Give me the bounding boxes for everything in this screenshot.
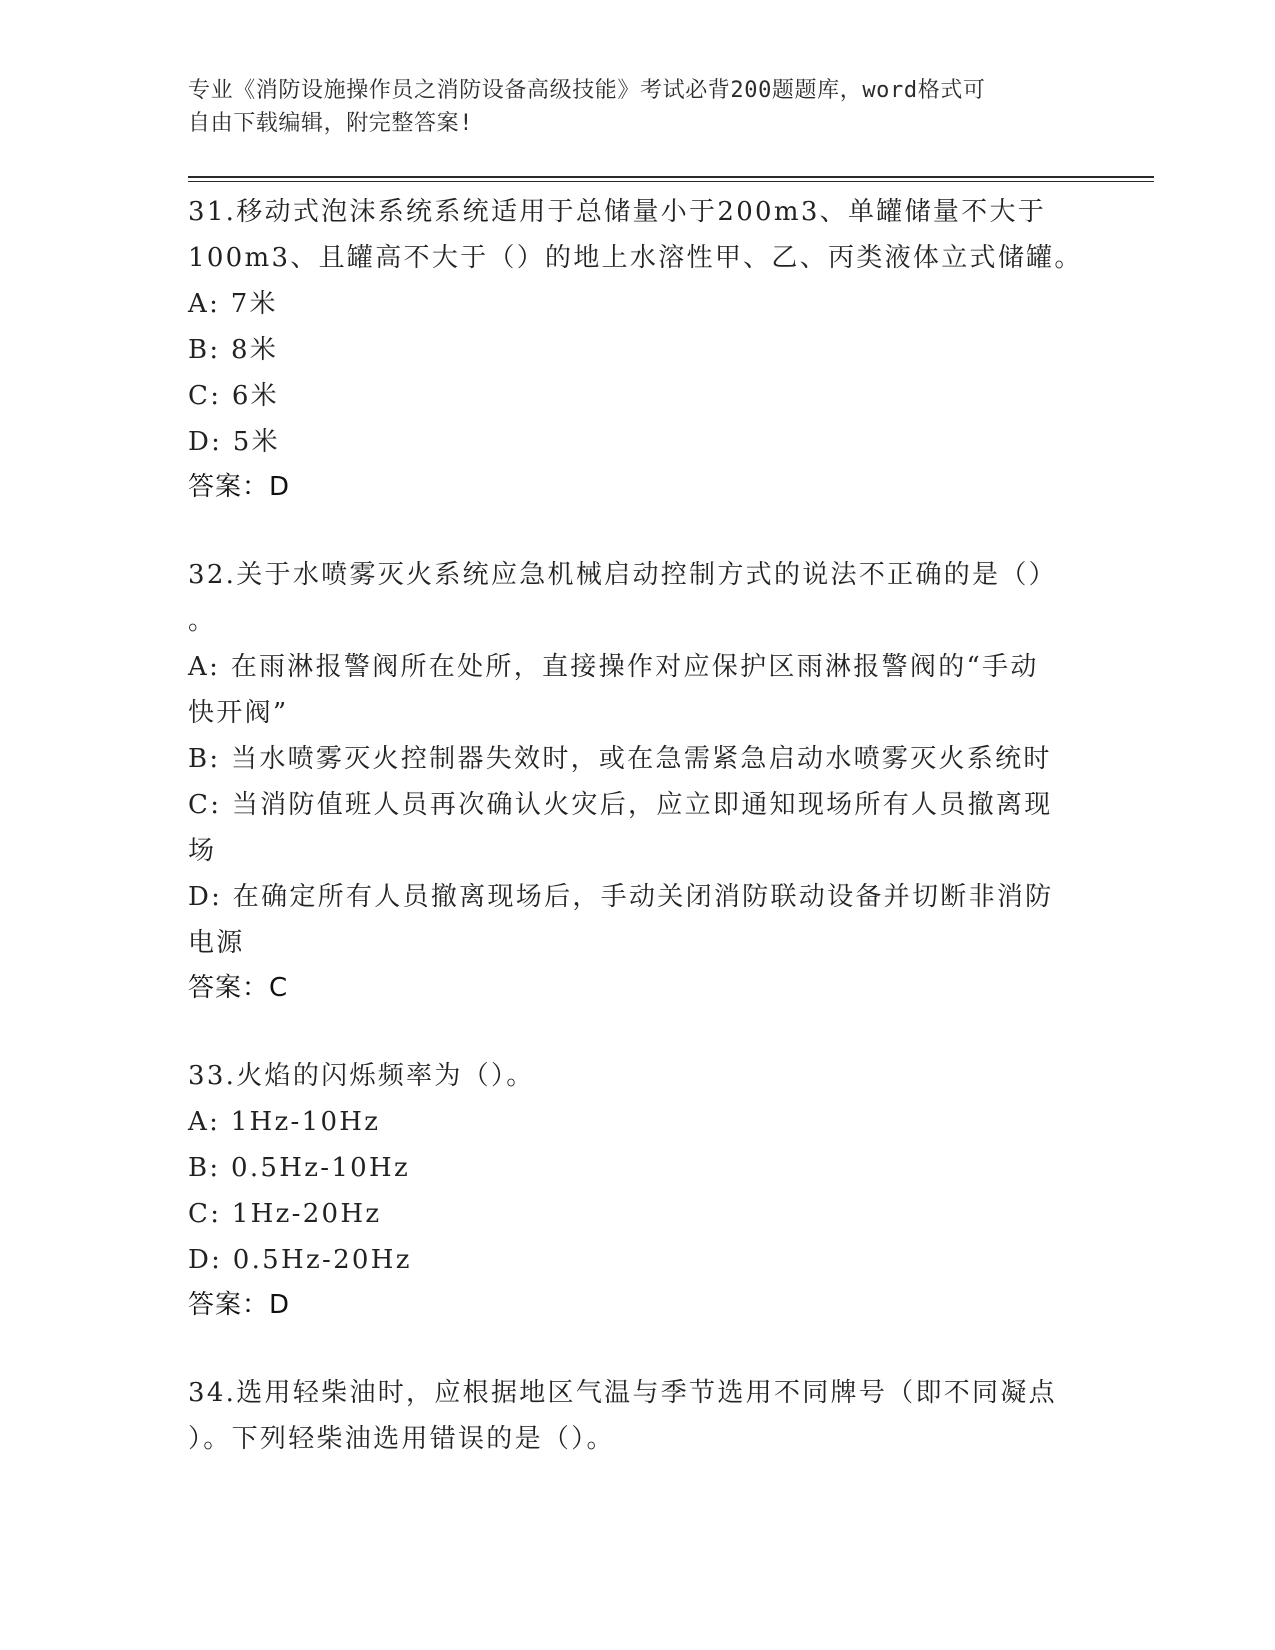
question-33-option-d: D: 0.5Hz-20Hz xyxy=(188,1245,412,1275)
question-31-option-c: C: 6米 xyxy=(188,381,279,411)
header-line-1: 专业《消防设施操作员之消防设备高级技能》考试必背200题题库，word格式可 xyxy=(188,78,986,103)
question-31-stem-line-1: 31.移动式泡沫系统系统适用于总储量小于200m3、单罐储量不大于 xyxy=(188,197,1047,227)
question-32 xyxy=(188,552,1068,1010)
question-32-option-a-line-1: A: 在雨淋报警阀所在处所，直接操作对应保护区雨淋报警阀的“手动 xyxy=(188,652,1039,682)
question-32-stem-line-1: 32.关于水喷雾灭火系统应急机械启动控制方式的说法不正确的是（） xyxy=(188,560,1057,590)
question-32-option-b: B: 当水喷雾灭火控制器失效时，或在急需紧急启动水喷雾灭火系统时 xyxy=(188,744,1052,774)
question-34-stem-line-1: 34.选用轻柴油时，应根据地区气温与季节选用不同牌号（即不同凝点 xyxy=(188,1378,1057,1408)
question-gap xyxy=(188,1327,1068,1370)
question-gap xyxy=(188,1010,1068,1053)
questions-list xyxy=(188,189,1083,1462)
question-32-option-d-line-2: 电源 xyxy=(188,928,245,958)
header-line-2: 自由下载编辑，附完整答案! xyxy=(188,111,474,136)
question-32-answer: 答案：C xyxy=(188,973,289,1003)
question-gap xyxy=(188,509,1068,552)
question-34-stem-line-2: ）。下列轻柴油选用错误的是（）。 xyxy=(188,1424,615,1454)
header-divider-top xyxy=(188,176,1154,178)
document-header xyxy=(188,74,1068,140)
question-33-option-b: B: 0.5Hz-10Hz xyxy=(188,1153,410,1183)
question-33 xyxy=(188,1053,1068,1327)
question-33-stem-line-1: 33.火焰的闪烁频率为（）。 xyxy=(188,1061,535,1091)
question-32-stem-line-2: 。 xyxy=(188,606,217,636)
question-33-option-a: A: 1Hz-10Hz xyxy=(188,1107,381,1137)
question-31-option-a: A: 7米 xyxy=(188,289,278,319)
question-31-stem-line-2: 100m3、且罐高不大于（）的地上水溶性甲、乙、丙类液体立式储罐。 xyxy=(188,243,1083,273)
question-31-option-b: B: 8米 xyxy=(188,335,279,365)
question-31-answer: 答案：D xyxy=(188,472,291,502)
question-33-answer: 答案：D xyxy=(188,1290,291,1320)
question-32-option-c-line-2: 场 xyxy=(188,836,217,866)
header-divider-bottom xyxy=(188,181,1154,182)
question-32-option-d-line-1: D: 在确定所有人员撤离现场后，手动关闭消防联动设备并切断非消防 xyxy=(188,882,1054,912)
question-31 xyxy=(188,189,1083,509)
question-32-option-c-line-1: C: 当消防值班人员再次确认火灾后，应立即通知现场所有人员撤离现 xyxy=(188,790,1053,820)
question-31-option-d: D: 5米 xyxy=(188,427,280,457)
question-32-option-a-line-2: 快开阀” xyxy=(188,698,289,728)
question-34 xyxy=(188,1370,1068,1462)
question-33-option-c: C: 1Hz-20Hz xyxy=(188,1199,382,1229)
